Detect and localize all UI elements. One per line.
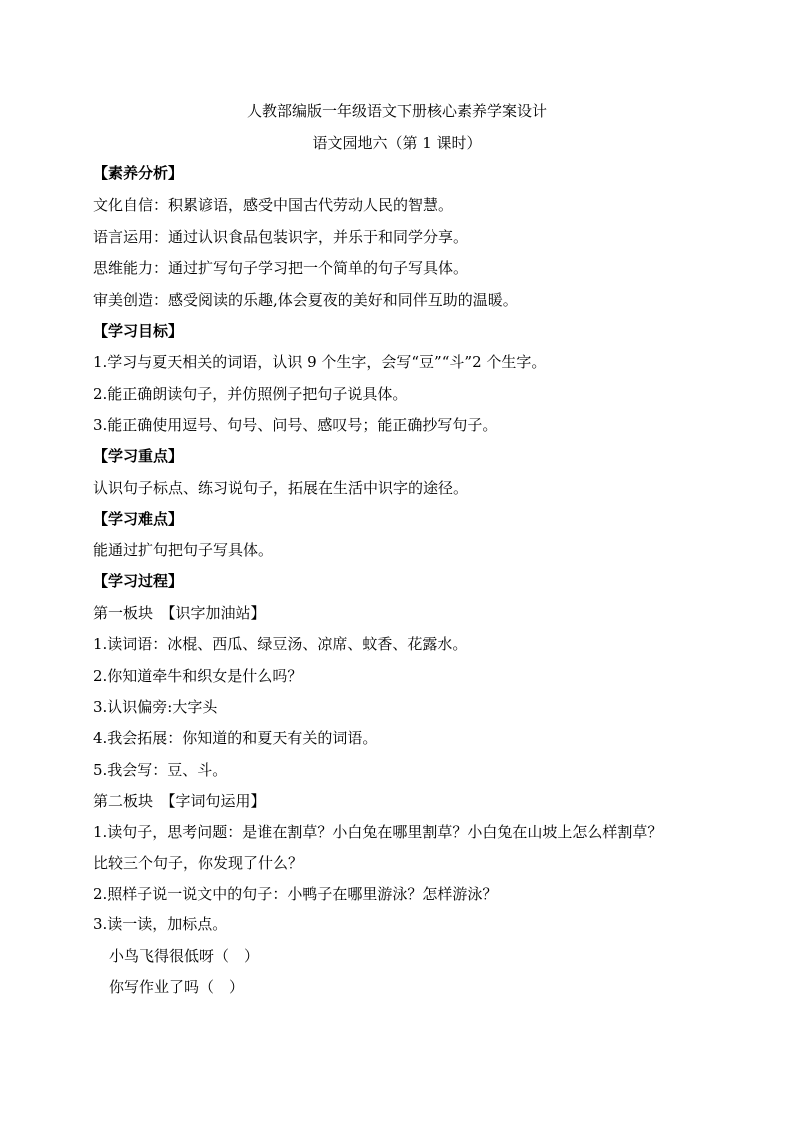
difficulty-text: 能通过扩句把句子写具体。: [93, 541, 274, 559]
literacy-item: 语言运用：通过认识食品包装识字，并乐于和同学分享。: [93, 228, 469, 246]
block2-item: 比较三个句子，你发现了什么？: [93, 854, 304, 872]
literacy-item: 审美创造：感受阅读的乐趣,体会夏夜的美好和同伴互助的温暖。: [93, 291, 518, 309]
exercise-sentence: 小鸟飞得很低呀（ ）: [109, 947, 260, 965]
block2-item: 2.照样子说一说文中的句子：小鸭子在哪里游泳？怎样游泳？: [93, 885, 498, 903]
block1-title: 第一板块 【识字加油站】: [93, 604, 266, 622]
goal-item: 2.能正确朗读句子，并仿照例子把句子说具体。: [93, 385, 408, 403]
literacy-item: 文化自信：积累谚语，感受中国古代劳动人民的智慧。: [93, 196, 454, 214]
goal-item: 3.能正确使用逗号、句号、问号、感叹号；能正确抄写句子。: [93, 416, 498, 434]
block1-item: 4.我会拓展：你知道的和夏天有关的词语。: [93, 729, 378, 747]
focus-text: 认识句子标点、练习说句子，拓展在生活中识字的途径。: [93, 479, 469, 497]
process-heading: 【学习过程】: [93, 572, 184, 590]
literacy-heading: 【素养分析】: [93, 164, 184, 182]
difficulty-heading: 【学习难点】: [93, 510, 184, 528]
block2-item: 3.读一读，加标点。: [93, 915, 228, 933]
exercise-sentence: 你写作业了吗（ ）: [109, 978, 245, 996]
goals-heading: 【学习目标】: [93, 322, 184, 340]
block2-title: 第二板块 【字词句运用】: [93, 792, 266, 810]
goal-item: 1.学习与夏天相关的词语，认识 9 个生字，会写“豆”“斗”2 个生字。: [93, 353, 547, 371]
literacy-item: 思维能力：通过扩写句子学习把一个简单的句子写具体。: [93, 259, 469, 277]
document-title: 人教部编版一年级语文下册核心素养学案设计: [246, 102, 547, 120]
block1-item: 5.我会写：豆、斗。: [93, 761, 228, 779]
block1-item: 1.读词语：冰棍、西瓜、绿豆汤、凉席、蚊香、花露水。: [93, 635, 468, 653]
block2-item: 1.读句子，思考问题：是谁在割草？小白兔在哪里割草？小白兔在山坡上怎么样割草？: [93, 823, 663, 841]
block1-item: 2.你知道牵牛和织女是什么吗？: [93, 667, 303, 685]
block1-item: 3.认识偏旁:大字头: [93, 698, 218, 716]
document-subtitle: 语文园地六（第 1 课时）: [312, 134, 482, 152]
focus-heading: 【学习重点】: [93, 447, 184, 465]
